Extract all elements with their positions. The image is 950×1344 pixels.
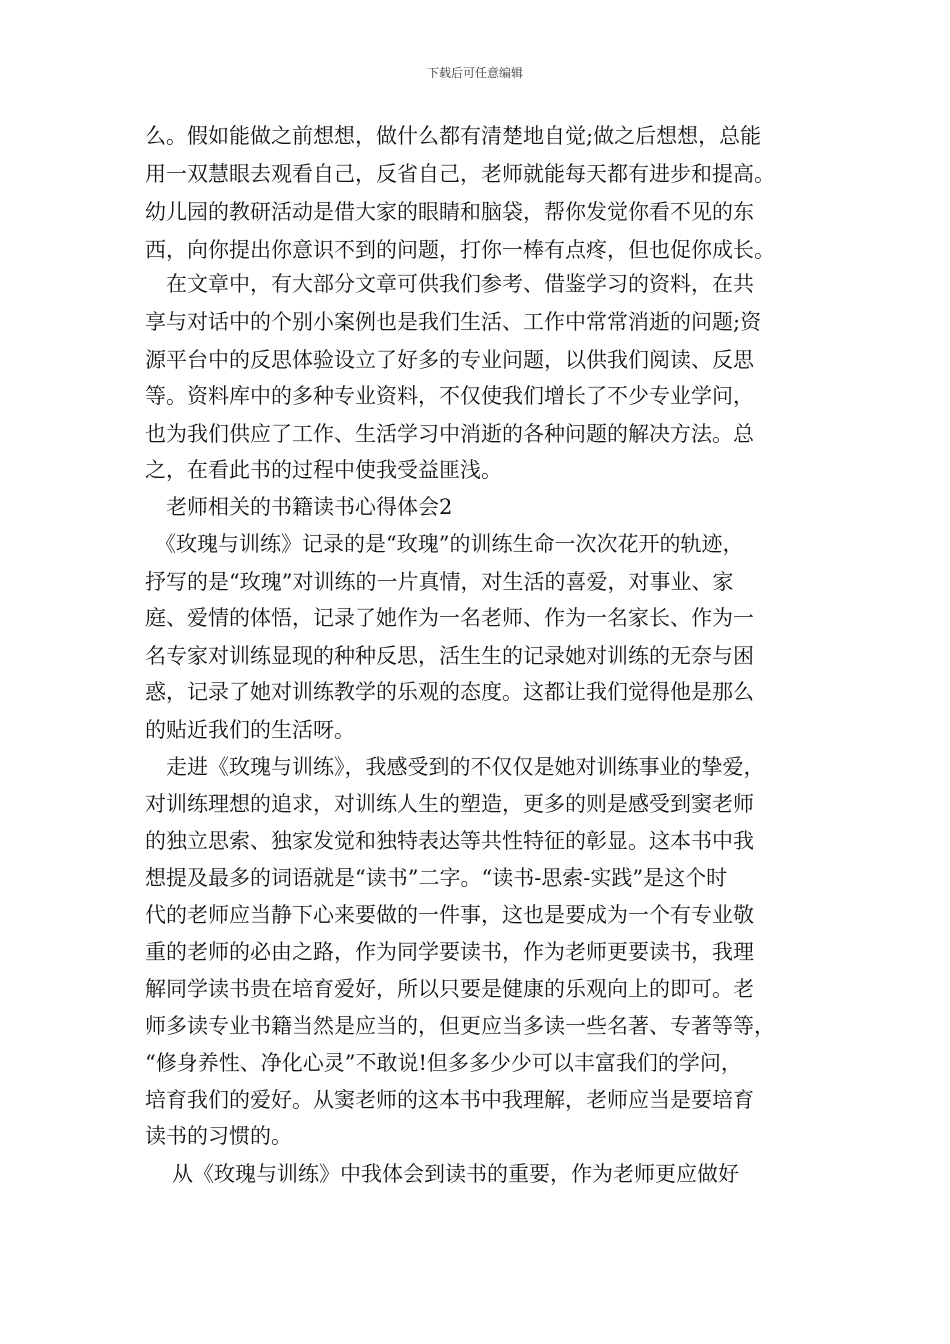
- text-line: 名专家对训练显现的种种反思，活生生的记录她对训练的无奈与困: [145, 644, 754, 668]
- text-line: 从《玫瑰与训练》中我体会到读书的重要，作为老师更应做好: [172, 1162, 739, 1186]
- text-line: 用一双慧眼去观看自己，反省自己，老师就能每天都有进步和提高。: [145, 162, 775, 186]
- text-line: 对训练理想的追求，对训练人生的塑造，更多的则是感受到窦老师: [145, 792, 754, 816]
- text-line: 读书的习惯的。: [145, 1124, 292, 1148]
- text-line: 享与对话中的个别小案例也是我们生活、工作中常常消逝的问题;资: [145, 310, 762, 334]
- text-line: 惑，记录了她对训练教学的乐观的态度。这都让我们觉得他是那么: [145, 680, 754, 704]
- text-line: 重的老师的必由之路，作为同学要读书，作为老师更要读书，我理: [145, 940, 754, 964]
- text-line: 等。资料库中的多种专业资料，不仅使我们增长了不少专业学问，: [145, 384, 754, 408]
- text-line: 培育我们的爱好。从窦老师的这本书中我理解，老师应当是要培育: [145, 1088, 754, 1112]
- text-line: 师多读专业书籍当然是应当的，但更应当多读一些名著、专著等等，: [145, 1014, 775, 1038]
- text-line: 的贴近我们的生活呀。: [145, 718, 355, 742]
- text-line: 抒写的是“玫瑰”对训练的一片真情，对生活的喜爱，对事业、家: [145, 570, 734, 594]
- text-line: 走进《玫瑰与训练》，我感受到的不仅仅是她对训练事业的挚爱，: [166, 755, 765, 779]
- text-line: 想提及最多的词语就是“读书”二字。“读书-思索-实践”是这个时: [145, 866, 728, 890]
- text-line: 的独立思索、独家发觉和独特表达等共性特征的彰显。这本书中我: [145, 829, 754, 853]
- page-header: 下载后可任意编辑: [426, 66, 523, 80]
- section-heading: 老师相关的书籍读书心得体会2: [166, 495, 453, 519]
- text-line: “修身养性、净化心灵”不敢说!但多多少少可以丰富我们的学问，: [145, 1051, 742, 1075]
- text-line: 幼儿园的教研活动是借大家的眼睛和脑袋，帮你发觉你看不见的东: [145, 200, 754, 224]
- text-line: 也为我们供应了工作、生活学习中消逝的各种问题的解决方法。总: [145, 422, 754, 446]
- text-line: 庭、爱情的体悟，记录了她作为一名老师、作为一名家长、作为一: [145, 606, 754, 630]
- text-line: 么。假如能做之前想想，做什么都有清楚地自觉;做之后想想，总能: [145, 124, 762, 148]
- text-line: 《玫瑰与训练》记录的是“玫瑰”的训练生命一次次花开的轨迹，: [155, 532, 744, 556]
- text-line: 解同学读书贵在培育爱好，所以只要是健康的乐观向上的即可。老: [145, 977, 754, 1001]
- text-line: 之，在看此书的过程中使我受益匪浅。: [145, 458, 502, 482]
- text-line: 源平台中的反思体验设立了好多的专业问题，以供我们阅读、反思: [145, 348, 754, 372]
- text-line: 代的老师应当静下心来要做的一件事，这也是要成为一个有专业敬: [145, 903, 754, 927]
- text-line: 在文章中，有大部分文章可供我们参考、借鉴学习的资料，在共: [166, 272, 754, 296]
- text-line: 西，向你提出你意识不到的问题，打你一棒有点疼，但也促你成长。: [145, 238, 775, 262]
